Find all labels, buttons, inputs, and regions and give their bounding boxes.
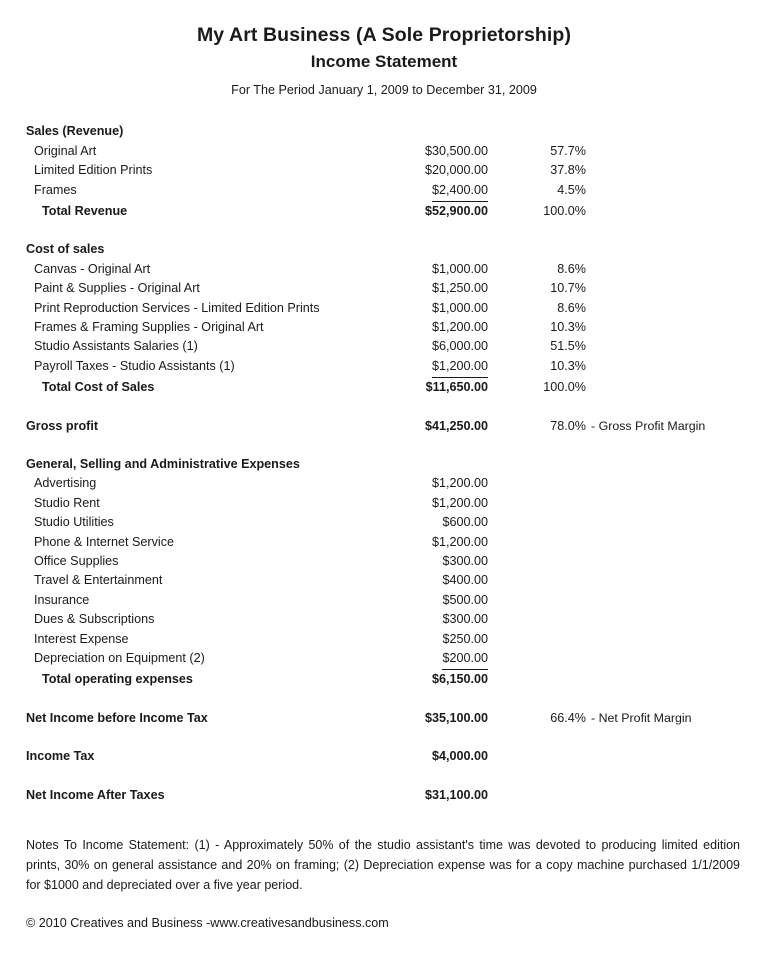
line-item-amount: $300.00 <box>442 612 488 627</box>
line-item-percent: 10.7% <box>550 281 586 296</box>
line-item-label: Studio Rent <box>34 495 100 510</box>
table-row <box>26 299 742 318</box>
section-header-cost-of-sales <box>26 240 742 259</box>
line-item-amount: $6,000.00 <box>431 339 488 354</box>
line-item-amount: $30,500.00 <box>424 143 488 158</box>
section-header-operating-expenses <box>26 455 742 474</box>
copyright-footer: © 2010 Creatives and Business -www.creativesandbusiness.com <box>26 916 389 931</box>
line-item-label: Limited Edition Prints <box>34 163 153 178</box>
gross-profit-label: Gross profit <box>26 418 99 433</box>
table-row <box>26 552 742 571</box>
line-item-amount-subtotal-rule: $200.00 <box>394 649 494 670</box>
total-label: Total operating expenses <box>42 672 193 687</box>
table-row <box>26 649 742 670</box>
line-item-label: Studio Assistants Salaries (1) <box>34 339 198 354</box>
line-item-amount: $250.00 <box>442 631 488 646</box>
table-row <box>26 357 742 378</box>
table-row <box>26 494 742 513</box>
line-item-percent: 10.3% <box>550 358 586 373</box>
line-item-label: Print Reproduction Services - Limited Edition Prints <box>34 300 320 315</box>
line-item-label: Travel & Entertainment <box>34 573 163 588</box>
total-row-cost-of-sales <box>26 378 742 397</box>
net-income-after-tax-row <box>26 786 742 805</box>
table-row <box>26 630 742 649</box>
line-item-amount-subtotal-rule: $1,200.00 <box>394 357 494 378</box>
line-item-amount: $1,200.00 <box>431 476 488 491</box>
line-item-label: Insurance <box>34 592 90 607</box>
table-row <box>26 533 742 552</box>
table-row <box>26 181 742 202</box>
line-item-amount: $1,250.00 <box>431 281 488 296</box>
table-row <box>26 474 742 493</box>
table-row <box>26 279 742 298</box>
table-row <box>26 591 742 610</box>
total-label: Total Cost of Sales <box>42 380 155 395</box>
line-item-label: Office Supplies <box>34 554 119 569</box>
line-item-label: Frames <box>34 182 77 197</box>
line-item-percent: 37.8% <box>550 163 586 178</box>
total-label: Total Revenue <box>42 203 128 218</box>
gross-profit-percent: 78.0% <box>550 418 586 433</box>
total-amount: $6,150.00 <box>431 672 488 687</box>
section-label: Sales (Revenue) <box>26 124 124 139</box>
line-item-label: Advertising <box>34 476 97 491</box>
total-percent: 100.0% <box>543 203 586 218</box>
net-income-before-tax-row <box>26 709 742 728</box>
income-tax-label: Income Tax <box>26 749 95 764</box>
total-amount: $52,900.00 <box>424 203 488 218</box>
section-label: Cost of sales <box>26 242 105 257</box>
line-item-label: Phone & Internet Service <box>34 534 175 549</box>
total-amount: $11,650.00 <box>425 380 488 395</box>
table-row <box>26 142 742 161</box>
income-tax-amount: $4,000.00 <box>431 749 488 764</box>
line-item-amount: $20,000.00 <box>424 163 488 178</box>
income-statement-table <box>26 122 742 805</box>
line-item-amount: $1,000.00 <box>431 261 488 276</box>
gross-profit-amount: $41,250.00 <box>424 418 488 433</box>
line-item-percent: 51.5% <box>550 339 586 354</box>
table-row <box>26 571 742 590</box>
line-item-label: Paint & Supplies - Original Art <box>34 281 200 296</box>
reporting-period: For The Period January 1, 2009 to December 31, 2009 <box>231 82 537 97</box>
line-item-label: Depreciation on Equipment (2) <box>34 651 205 666</box>
line-item-percent: 8.6% <box>557 300 586 315</box>
gross-profit-margin-annotation: - Gross Profit Margin <box>591 418 706 433</box>
total-row-revenue <box>26 202 742 221</box>
net-profit-margin-annotation: - Net Profit Margin <box>591 710 692 725</box>
line-item-percent: 57.7% <box>550 143 586 158</box>
section-header-revenue <box>26 122 742 141</box>
line-item-amount: $1,200.00 <box>431 495 488 510</box>
line-item-percent: 10.3% <box>550 319 586 334</box>
statement-notes: Notes To Income Statement: (1) - Approximately 50% of the studio assistant's time was devoted to producing limited edition prints, 30% on general assistance and 20% on framing; (2) Depreciation expense was for a copy machine purchased 1/1/2009 for $1000 and depreciated over a five year period. <box>26 838 740 893</box>
line-item-label: Studio Utilities <box>34 515 114 530</box>
line-item-label: Dues & Subscriptions <box>34 612 155 627</box>
line-item-amount: $1,200.00 <box>431 319 488 334</box>
net-income-after-tax-label: Net Income After Taxes <box>26 787 165 802</box>
table-row <box>26 260 742 279</box>
line-item-label: Original Art <box>34 143 97 158</box>
gross-profit-row <box>26 417 742 436</box>
net-income-after-tax-amount: $31,100.00 <box>424 787 488 802</box>
line-item-amount: $1,200.00 <box>431 534 488 549</box>
line-item-label: Interest Expense <box>34 631 129 646</box>
table-row <box>26 161 742 180</box>
table-row <box>26 318 742 337</box>
line-item-percent: 4.5% <box>557 182 586 197</box>
line-item-amount: $500.00 <box>442 592 488 607</box>
net-income-before-tax-amount: $35,100.00 <box>424 710 488 725</box>
business-name-title: My Art Business (A Sole Proprietorship) <box>196 24 572 46</box>
table-row <box>26 337 742 356</box>
section-label: General, Selling and Administrative Expenses <box>26 457 300 471</box>
document-header <box>26 22 742 98</box>
table-row <box>26 610 742 629</box>
line-item-amount-subtotal-rule: $2,400.00 <box>394 181 494 202</box>
line-item-percent: 8.6% <box>557 261 586 276</box>
line-item-amount: $400.00 <box>442 573 488 588</box>
line-item-label: Payroll Taxes - Studio Assistants (1) <box>34 358 235 373</box>
total-row-operating-expenses <box>26 670 742 689</box>
line-item-label: Canvas - Original Art <box>34 261 151 276</box>
net-income-before-tax-label: Net Income before Income Tax <box>26 710 208 725</box>
line-item-label: Frames & Framing Supplies - Original Art <box>34 319 264 334</box>
line-item-amount: $1,000.00 <box>431 300 488 315</box>
income-tax-row <box>26 747 742 766</box>
net-income-before-tax-percent: 66.4% <box>550 710 586 725</box>
line-item-amount: $300.00 <box>442 554 488 569</box>
total-percent: 100.0% <box>543 380 586 395</box>
line-item-amount: $600.00 <box>442 515 488 530</box>
table-row <box>26 513 742 532</box>
statement-type-title: Income Statement <box>310 52 458 72</box>
